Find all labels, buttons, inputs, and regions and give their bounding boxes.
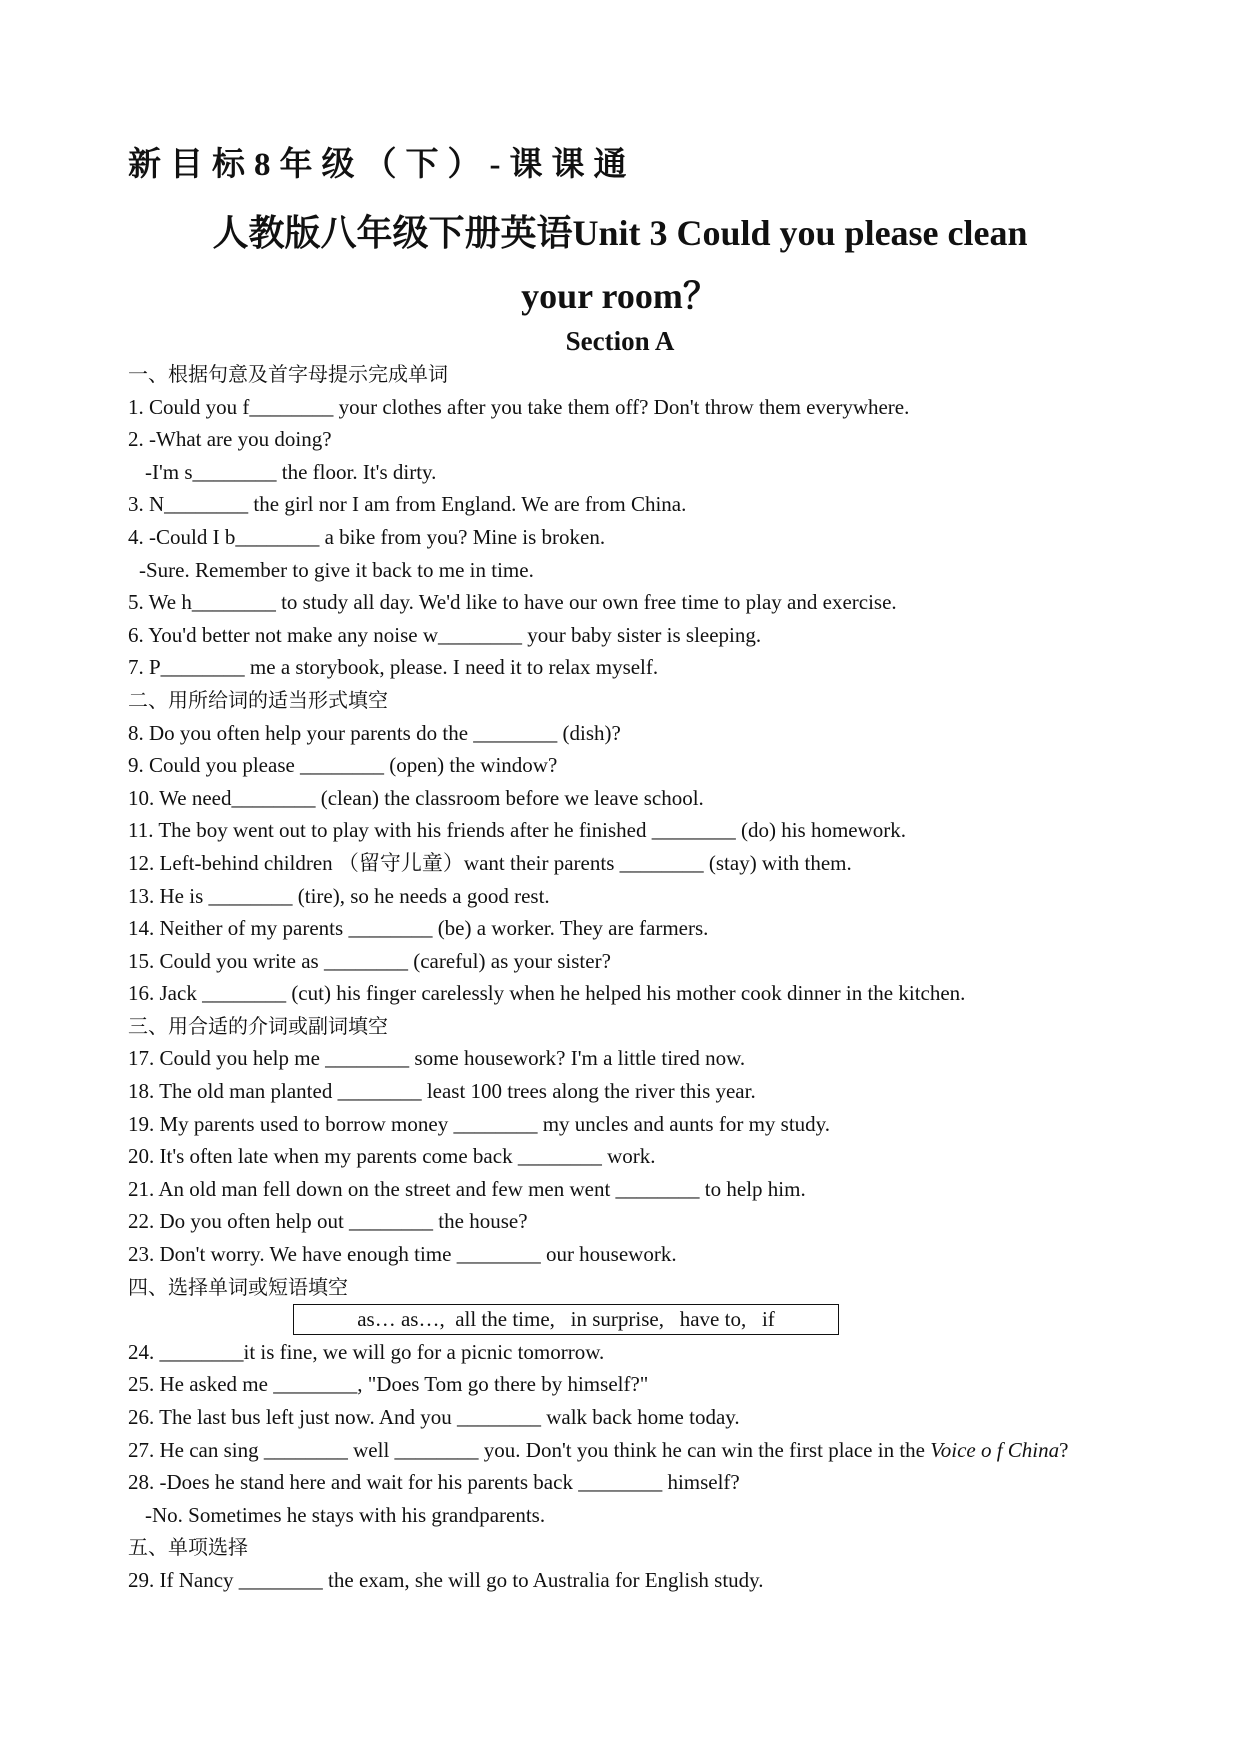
- question-14: 14. Neither of my parents ________ (be) a worker. They are farmers.: [128, 916, 709, 941]
- question-12: 12. Left-behind children （留守儿童）want their parents ________ (stay) with them.: [128, 850, 852, 875]
- question-24: 24. ________it is fine, we will go for a picnic tomorrow.: [128, 1339, 605, 1364]
- question-29: 29. If Nancy ________ the exam, she will go to Australia for English study.: [128, 1567, 764, 1592]
- question-20: 20. It's often late when my parents come back ________ work.: [128, 1144, 656, 1169]
- question-18: 18. The old man planted ________ least 100 trees along the river this year.: [128, 1079, 756, 1104]
- question-25: 25. He asked me ________, "Does Tom go there by himself?": [128, 1372, 649, 1397]
- question-21: 21. An old man fell down on the street and few men went ________ to help him.: [128, 1176, 806, 1201]
- question-9: 9. Could you please ________ (open) the window?: [128, 753, 558, 778]
- question-27: [128, 1434, 1138, 1467]
- question-16: 16. Jack ________ (cut) his finger carelessly when he helped his mother cook dinner in the kitchen.: [128, 981, 966, 1006]
- question-17: 17. Could you help me ________ some housework? I'm a little tired now.: [128, 1046, 746, 1071]
- question-4-reply: -Sure. Remember to give it back to me in time.: [139, 557, 534, 582]
- question-10: 10. We need________ (clean) the classroom before we leave school.: [128, 785, 704, 810]
- part2-heading: 二、用所给词的适当形式填空: [128, 687, 388, 712]
- question-28: 28. -Does he stand here and wait for his parents back ________ himself?: [128, 1470, 740, 1495]
- question-27-end: ?: [1059, 1437, 1069, 1462]
- word-bank-box: as… as…, all the time, in surprise, have to, if: [293, 1304, 839, 1335]
- question-2: 2. -What are you doing?: [128, 427, 332, 452]
- part4-heading: 四、选择单词或短语填空: [128, 1274, 348, 1299]
- question-2-reply: -I'm s________ the floor. It's dirty.: [145, 459, 437, 484]
- question-4: 4. -Could I b________ a bike from you? Mine is broken.: [128, 524, 606, 549]
- exercise-content: [128, 358, 1138, 1597]
- question-11: 11. The boy went out to play with his friends after he finished ________ (do) his homework.: [128, 818, 907, 843]
- question-6: 6. You'd better not make any noise w________ your baby sister is sleeping.: [128, 622, 762, 647]
- part3-heading: 三、用合适的介词或副词填空: [128, 1013, 388, 1038]
- question-1: 1. Could you f________ your clothes after you take them off? Don't throw them everywhere.: [128, 394, 910, 419]
- section-title: Section A: [565, 326, 675, 356]
- question-22: 22. Do you often help out ________ the house?: [128, 1209, 528, 1234]
- question-8: 8. Do you often help your parents do the ________ (dish)?: [128, 720, 621, 745]
- question-26: 26. The last bus left just now. And you ________ walk back home today.: [128, 1405, 740, 1429]
- part1-heading: 一、根据句意及首字母提示完成单词: [128, 362, 448, 386]
- question-5: 5. We h________ to study all day. We'd like to have our own free time to play and exercise.: [128, 590, 897, 615]
- question-13: 13. He is ________ (tire), so he needs a good rest.: [128, 883, 550, 908]
- unit-title-line-1: 人教版八年级下册英语Unit 3 Could you please clean: [212, 213, 1028, 253]
- question-23: 23. Don't worry. We have enough time ________ our housework.: [128, 1242, 677, 1267]
- question-19: 19. My parents used to borrow money ________ my uncles and aunts for my study.: [128, 1111, 831, 1136]
- series-title: 新目标8年级（下）-课课通: [128, 147, 636, 183]
- question-28-reply: -No. Sometimes he stays with his grandparents.: [145, 1502, 546, 1527]
- question-27-text: 27. He can sing ________ well ________ you. Don't you think he can win the first place in the: [128, 1437, 931, 1462]
- word-box-row: [128, 1303, 1138, 1336]
- part5-heading: 五、单项选择: [128, 1535, 248, 1560]
- unit-title-line-2: your room？: [521, 276, 719, 316]
- question-3: 3. N________ the girl nor I am from England. We are from China.: [128, 492, 687, 517]
- question-15: 15. Could you write as ________ (careful) as your sister?: [128, 948, 611, 973]
- question-7: 7. P________ me a storybook, please. I need it to relax myself.: [128, 655, 659, 680]
- question-27-show-title: Voice o f China: [930, 1437, 1060, 1462]
